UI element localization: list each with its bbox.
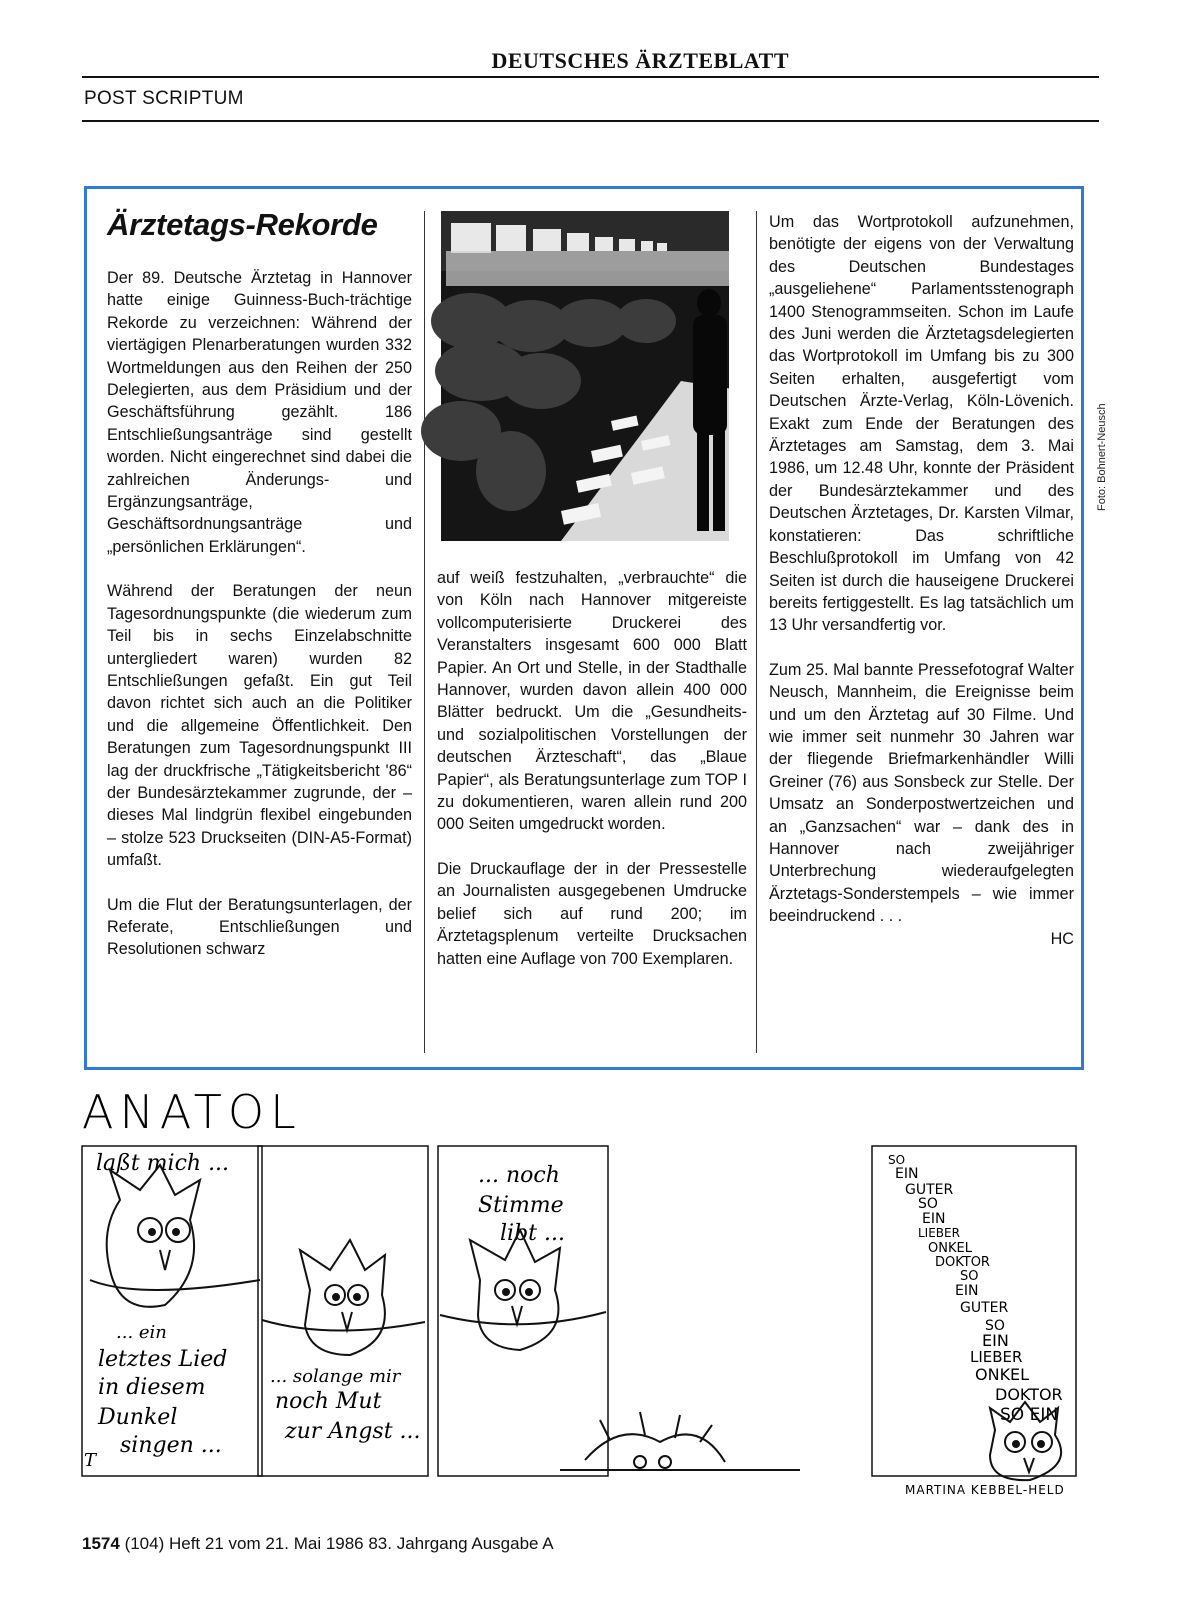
poem-line: DOKTOR [995, 1385, 1063, 1404]
comic-speech: ... ein [116, 1322, 167, 1343]
poem-line: SO [888, 1153, 906, 1167]
paragraph: Der 89. Deutsche Ärztetag in Hannover hatte einige Guinness-Buch-trächtige Rekorde zu verzeichnen: Während der viertägigen Plenarberatungen wurden 332 Wortmeldungen aus den Reihen der 250 Delegierten, aus dem Präsidium und der Geschäftsführung gezählt. 186 Entschließungsanträge sind gestellt worden. Nicht eingerechnet sind dabei die zahlreichen Änderungs- und Ergänzungsanträge, Geschäftsordnungsanträge und „persönlichen Erklärungen“. [107, 269, 412, 556]
poem-line: EIN [922, 1211, 946, 1227]
poem-line: SO [985, 1318, 1005, 1334]
poem-line: EIN [982, 1331, 1009, 1350]
poem-line: LIEBER [918, 1226, 960, 1240]
cartoonist-initials: T [84, 1450, 97, 1471]
comic-speech: letztes Lied [98, 1347, 228, 1372]
page-number: 1574 [82, 1534, 120, 1553]
comic-speech: Dunkel [98, 1405, 178, 1430]
author-signature: HC [1050, 929, 1074, 948]
poem-line: ONKEL [928, 1241, 972, 1256]
photo-credit: Foto: Bohnert-Neusch [1096, 403, 1108, 511]
paragraph: Während der Beratungen der neun Tagesordnungspunkte (die wiederum zum Teil bis in sechs Einzelabschnitte untergliedert waren) wurden 82 Entschließungen gefaßt. Ein gut Teil davon richtet sich auch an die Politiker und die allgemeine Öffentlichkeit. Den Beratungen zum Tagesordnungspunkt III lag der druckfrische „Tätigkeitsbericht '86“ der Bundesärztekammer zugrunde, der – dieses Mal lindgrün flexibel eingebunden – stolze 523 Druckseiten (DIN-A5-Format) umfaßt. [107, 582, 412, 870]
poem-line: GUTER [905, 1182, 954, 1198]
article-column-3 [769, 211, 1074, 950]
paragraph: Um das Wortprotokoll aufzunehmen, benötigte der eigens von der Verwaltung des Deutschen Bundestages „ausgeliehene“ Parlamentsstenograph 1400 Stenogrammseiten. Schon im Laufe des Juni werden die Ärztetagsdelegierten das Wortprotokoll im Umfang bis zu 300 Seiten erhalten, ausgefertigt vom Deutschen Ärzte-Verlag, Köln-Lövenich. Exakt zum Ende der Beratungen des Ärztetages am Samstag, dem 3. Mai 1986, um 12.48 Uhr, konnte der Präsident der Bundesärztekammer und des Deutschen Ärztetages, Dr. Karsten Vilmar, konstatieren: Das schriftliche Beschlußprotokoll im Umfang von 42 Seiten ist durch die hauseigene Druckerei bereits fertiggestellt. Es lag tatsächlich um 13 Uhr versandfertig vor. [769, 213, 1074, 635]
paragraph: Zum 25. Mal bannte Pressefotograf Walter Neusch, Mannheim, die Ereignisse beim und um den Ärztetag auf 30 Filme. Und wie immer seit nunmehr 30 Jahren war der fliegende Briefmarkenhändler Willi Greiner (76) aus Sonsbeck zur Stelle. Der Umsatz an Sonderpostwertzeichen und an „Ganzsachen“ war – dank des in Hannover nach zweijähriger Unterbrechung wiederaufgelegten Ärztetags-Sonderstempels – wie immer beeindruckend . . . [769, 660, 1074, 926]
article-box [84, 186, 1108, 1070]
issue-info: (104) Heft 21 vom 21. Mai 1986 83. Jahrgang Ausgabe A [124, 1534, 554, 1553]
column-divider [424, 211, 425, 1053]
signature-row [769, 928, 1074, 950]
comic-speech: ... solange mir [270, 1366, 401, 1387]
comic-strip [0, 1085, 1178, 1500]
poem [888, 1153, 1063, 1425]
article-headline: Ärztetags-Rekorde [107, 207, 378, 242]
poem-line: DOKTOR [935, 1255, 990, 1270]
masthead: DEUTSCHES ÄRZTEBLATT [491, 48, 789, 73]
poem-line: SO EIN [1000, 1405, 1059, 1425]
owl-character-2 [262, 1240, 425, 1355]
poem-line: EIN [895, 1166, 919, 1182]
photo-illustration [441, 211, 746, 541]
comic-speech: ... noch [478, 1163, 560, 1188]
comic-speech: zur Angst ... [285, 1419, 421, 1444]
poem-line: SO [960, 1269, 979, 1284]
paragraph: Um die Flut der Beratungsunterlagen, der Referate, Entschließungen und Resolutionen schwarz [107, 895, 412, 959]
paragraph: Die Druckauflage der in der Pressestelle an Journalisten ausgegebenen Umdrucke belief sich auf rund 200; im Ärztetagsplenum verteilte Drucksachen hatten eine Auflage von 700 Exemplaren. [437, 859, 747, 968]
header-rule [82, 76, 1099, 78]
artist-signature: MARTINA KEBBEL-HELD [905, 1483, 1065, 1497]
owl-character-1 [90, 1165, 260, 1307]
comic-speech: Stimme [478, 1193, 564, 1218]
owl-character-4 [560, 1412, 800, 1470]
comic-speech: noch Mut [275, 1389, 382, 1414]
poem-line: EIN [955, 1283, 979, 1299]
comic-speech: singen ... [120, 1433, 222, 1458]
poem-line: LIEBER [970, 1348, 1023, 1366]
owl-character-3 [440, 1230, 606, 1350]
section-rule [82, 120, 1099, 122]
poem-line: SO [918, 1196, 938, 1212]
page-footer [82, 1534, 554, 1554]
comic-title: ANATOL [82, 1085, 302, 1139]
column-divider [756, 211, 757, 1053]
poem-line: ONKEL [975, 1365, 1030, 1384]
section-title: POST SCRIPTUM [84, 88, 244, 109]
comic-speech: in diesem [98, 1375, 206, 1400]
comic-speech: laßt mich ... [96, 1151, 230, 1176]
article-column-2 [437, 567, 747, 992]
article-column-1 [107, 267, 412, 983]
poem-line: GUTER [960, 1300, 1009, 1316]
paragraph: auf weiß festzuhalten, „verbrauchte“ die von Köln nach Hannover mitgereiste vollcomputerisierte Druckerei des Veranstalters insgesamt 600 000 Blatt Papier. An Ort und Stelle, in der Stadthalle Hannover, wurden davon allein 400 000 Blätter bedruckt. Um die „Gesundheits- und sozialpolitischen Vorstellungen der deutschen Ärzteschaft“, das „Blaue Papier“, als Beratungsunterlage zum TOP I zu dokumentieren, waren allein rund 200 000 Seiten umgedruckt worden. [437, 569, 747, 834]
comic-speech: libt ... [500, 1221, 565, 1246]
